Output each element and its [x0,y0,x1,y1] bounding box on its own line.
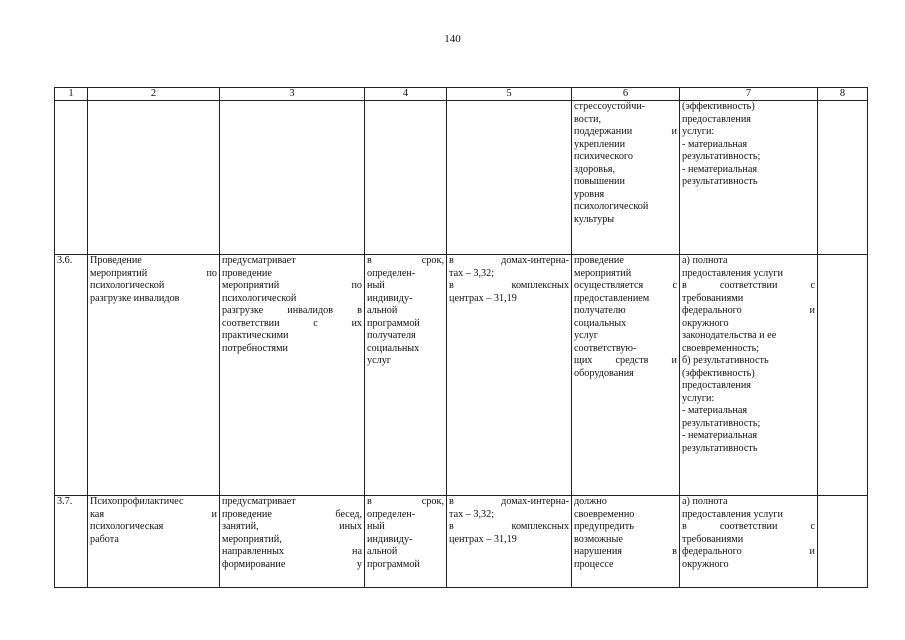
column-header: 4 [365,88,447,101]
cell-text-line: в срок, [367,496,444,507]
cell-text-line: укреплении [574,138,626,150]
cell-text-line: - материальная [682,405,748,416]
cell-text-line: мероприятий, [222,533,282,545]
cell-text-line: программой [367,317,420,329]
cell-text-line: тах – 3,32; [449,508,495,520]
cell-text-line: в домах-интерна- [449,496,569,507]
cell-text-line: результативность [682,442,758,454]
cell-text-line: социальных [367,342,420,354]
cell-text-line: - нематериальная [682,163,758,175]
cell-text-line: результативность; [682,417,761,429]
cell-text-line: определен- [367,267,416,279]
table-cell-col3 [220,101,365,255]
table-cell-col7 [680,496,818,588]
cell-text-line: мероприятий [574,267,632,279]
cell-text-line: (эффективность) [682,367,755,379]
cell-text-line: вости, [574,113,602,125]
cell-text-line: ный [367,521,385,532]
table-cell-col6 [572,496,680,588]
cell-text-line: результативность [682,176,758,187]
row-number: 3.6. [55,255,88,496]
cell-text-line: в домах-интерна- [449,255,569,266]
cell-text-line: а) полнота [682,496,728,507]
cell-text-line: в соответствии с [682,280,815,291]
cell-text-line: психического [574,151,633,162]
table-cell-col7 [680,255,818,496]
table-cell-col4 [365,255,447,496]
cell-text-line: получателю [574,305,626,316]
cell-text-line: услуг [367,355,391,366]
column-header: 6 [572,88,680,101]
table-row [55,496,868,588]
table-cell-col8 [818,101,868,255]
cell-text-line: мероприятий по [90,267,217,279]
cell-text-line: центрах – 31,19 [449,292,517,304]
cell-text-line: альной [367,305,398,316]
cell-text-line: соответствии с их [222,317,362,329]
cell-text-line: возможные [574,533,623,545]
cell-text-line: тах – 3,32; [449,267,495,279]
cell-text-line: формирование у [222,558,362,570]
cell-text-line: получателя [367,330,416,341]
cell-text-line: - материальная [682,138,748,150]
cell-text-line: уровня [574,188,605,200]
cell-text-line: повышении [574,176,625,187]
column-header: 5 [447,88,572,101]
cell-text-line: предоставления услуги [682,508,783,520]
table-cell-col5 [447,496,572,588]
cell-text-line: разгрузке инвалидов в [222,305,362,316]
cell-text-line: предоставления услуги [682,267,783,279]
cell-text-line: предоставления [682,113,751,125]
cell-text-line: услуги: [682,126,715,137]
cell-text-line: федерального и [682,546,815,557]
cell-text-line: ный [367,280,385,291]
cell-text-line: предоставления [682,380,751,391]
cell-text-line: работа [90,533,119,545]
cell-text-line: услуги: [682,392,715,404]
cell-text-line: - нематериальная [682,430,758,441]
cell-text-line: осуществляется с [574,280,677,291]
cell-text-line: результативность; [682,151,761,162]
cell-text-line: щих средств и [574,355,677,366]
cell-text-line: стрессоустойчи- [574,101,646,112]
table-cell-col4 [365,101,447,255]
cell-text-line: центрах – 31,19 [449,533,517,545]
table-cell-col8 [818,255,868,496]
cell-text-line: социальных [574,317,627,329]
cell-text-line: а) полнота [682,255,728,266]
cell-text-line: должно [574,496,607,507]
cell-text-line: предусматривает [222,255,296,266]
cell-text-line: программой [367,558,420,570]
cell-text-line: услуг [574,330,598,341]
cell-text-line: окружного [682,317,729,329]
row-number: 3.7. [55,496,88,588]
table-cell-col2 [88,255,220,496]
cell-text-line: федерального и [682,305,815,316]
cell-text-line: проведение бесед, [222,508,362,520]
row-number [55,101,88,255]
cell-text-line: психологической [90,280,165,291]
cell-text-line: процессе [574,558,614,570]
cell-text-line: своевременность; [682,342,760,354]
table-cell-col2 [88,101,220,255]
cell-text-line: Проведение [90,255,142,266]
column-header: 2 [88,88,220,101]
table-cell-col6 [572,101,680,255]
cell-text-line: здоровья, [574,163,615,175]
cell-text-line: соответствую- [574,342,637,354]
cell-text-line: требованиями [682,292,744,304]
cell-text-line: законодательства и ее [682,330,777,341]
cell-text-line: психологическая [90,521,164,532]
table-row [55,101,868,255]
cell-text-line: в комплексных [449,280,569,291]
cell-text-line: практическими [222,330,289,341]
cell-text-line: направленных на [222,546,362,557]
cell-text-line: предупредить [574,521,634,532]
table-header-row [55,88,868,101]
cell-text-line: культуры [574,213,615,225]
table-cell-col6 [572,255,680,496]
cell-text-line: поддержании и [574,126,677,137]
cell-text-line: требованиями [682,533,744,545]
column-header: 3 [220,88,365,101]
table-cell-col2 [88,496,220,588]
cell-text-line: в соответствии с [682,521,815,532]
page-number: 140 [444,33,461,45]
cell-text-line: Психопрофилактичес [90,496,184,507]
column-header: 7 [680,88,818,101]
cell-text-line: окружного [682,558,729,570]
cell-text-line: мероприятий по [222,280,362,291]
cell-text-line: разгрузке инвалидов [90,292,180,304]
cell-text-line: в комплексных [449,521,569,532]
cell-text-line: (эффективность) [682,101,755,112]
table-cell-col5 [447,255,572,496]
table-cell-col8 [818,496,868,588]
cell-text-line: психологической [222,292,297,304]
cell-text-line: предоставлением [574,292,650,304]
column-header: 1 [55,88,88,101]
cell-text-line: проведение [222,267,272,279]
cell-text-line: проведение [574,255,624,266]
table-cell-col5 [447,101,572,255]
cell-text-line: индивиду- [367,292,413,304]
table-cell-col7 [680,101,818,255]
table-cell-col4 [365,496,447,588]
cell-text-line: психологической [574,201,649,212]
cell-text-line: определен- [367,508,416,520]
cell-text-line: оборудования [574,367,634,379]
services-table [54,87,868,588]
cell-text-line: своевременно [574,508,635,520]
cell-text-line: предусматривает [222,496,296,507]
cell-text-line: б) результативность [682,355,769,366]
cell-text-line: альной [367,546,398,557]
cell-text-line: индивиду- [367,533,413,545]
cell-text-line: нарушения в [574,546,677,557]
table-row [55,255,868,496]
cell-text-line: в срок, [367,255,444,266]
cell-text-line: занятий, иных [222,521,362,532]
table-cell-col3 [220,496,365,588]
table-cell-col3 [220,255,365,496]
column-header: 8 [818,88,868,101]
cell-text-line: потребностями [222,342,289,354]
cell-text-line: кая и [90,508,217,520]
